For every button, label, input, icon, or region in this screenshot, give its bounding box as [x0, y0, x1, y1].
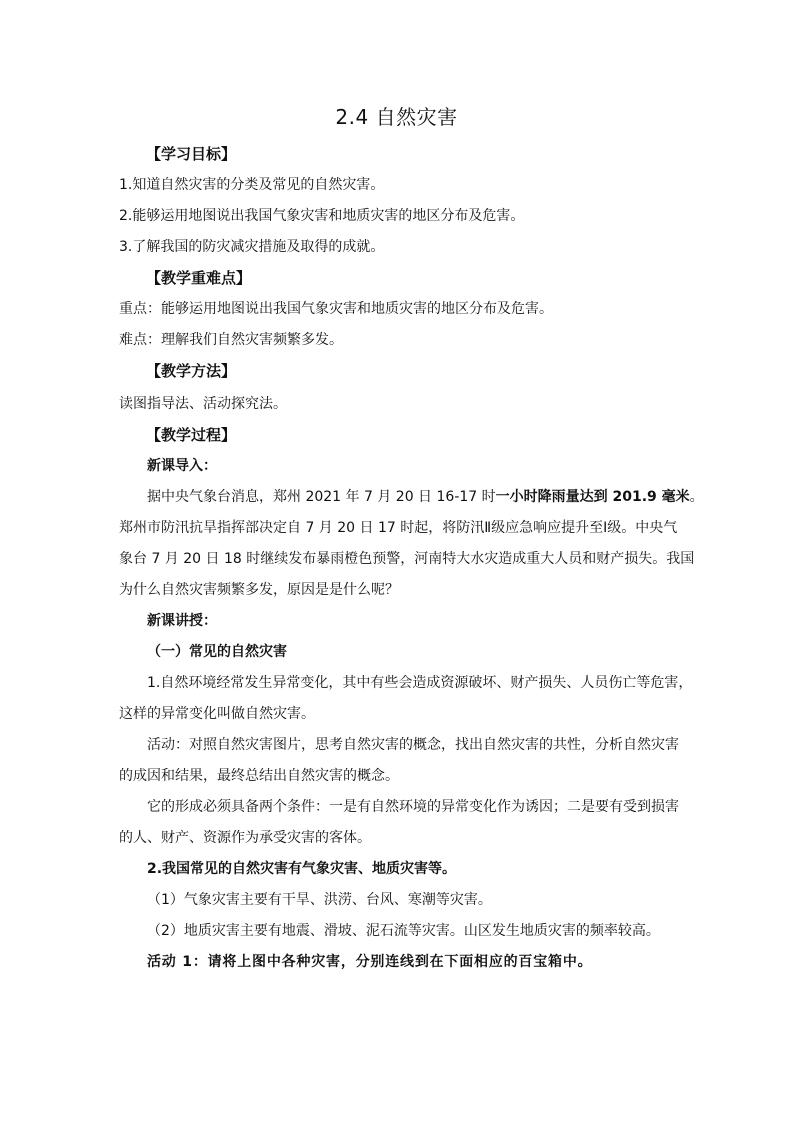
process-heading: 【教学过程】 [146, 426, 237, 444]
goal-item-1: 1.知道自然灾害的分类及常见的自然灾害。 [119, 177, 385, 193]
method-text: 读图指导法、活动探究法。 [119, 396, 287, 412]
intro-line-1 [147, 487, 704, 507]
goals-heading: 【学习目标】 [146, 145, 237, 163]
condition-line-2: 的人、财产、资源作为承受灾害的客体。 [119, 830, 371, 846]
key-point: 重点：能够运用地图说出我国气象灾害和地质灾害的地区分布及危害。 [119, 301, 553, 317]
intro-line-1-end: 。 [689, 489, 704, 505]
intro-line-3: 象台 7 月 20 日 18 时继续发布暴雨橙色预警，河南特大水灾造成重大人员和财产损失。我国 [119, 551, 695, 567]
lecture-heading: 新课讲授： [147, 613, 217, 629]
paragraph-1-line-1: 1.自然环境经常发生异常变化，其中有些会造成资源破坏、财产损失、人员伤亡等危害， [147, 675, 693, 691]
goal-item-3: 3.了解我国的防灾减灾措施及取得的成就。 [119, 239, 385, 255]
intro-line-4: 为什么自然灾害频繁多发，原因是是什么呢？ [119, 582, 399, 598]
goal-item-2: 2.能够运用地图说出我国气象灾害和地质灾害的地区分布及危害。 [119, 208, 525, 224]
section-1-heading: （一）常见的自然灾害 [147, 644, 287, 660]
intro-line-1-bold: 一小时降雨量达到 201.9 毫米 [495, 489, 690, 505]
paragraph-2-item-1: （1）气象灾害主要有干旱、洪涝、台风、寒潮等灾害。 [147, 892, 492, 908]
condition-line-1: 它的形成必须具备两个条件：一是有自然环境的异常变化作为诱因；二是要有受到损害 [147, 799, 679, 815]
page-title: 2.4 自然灾害 [335, 105, 458, 129]
paragraph-2-heading: 2.我国常见的自然灾害有气象灾害、地质灾害等。 [147, 861, 457, 877]
activity-line-1: 活动：对照自然灾害图片，思考自然灾害的概念，找出自然灾害的共性，分析自然灾害 [147, 737, 679, 753]
method-heading: 【教学方法】 [146, 362, 237, 380]
paragraph-1-line-2: 这样的异常变化叫做自然灾害。 [119, 706, 315, 722]
intro-line-1-plain: 据中央气象台消息，郑州 2021 年 7 月 20 日 16-17 时 [147, 489, 496, 505]
activity-line-2: 的成因和结果，最终总结出自然灾害的概念。 [119, 768, 399, 784]
intro-line-2: 郑州市防汛抗旱指挥部决定自 7 月 20 日 17 时起，将防汛Ⅱ级应急响应提升至Ⅰ级。中央气 [119, 520, 678, 536]
intro-heading: 新课导入： [147, 458, 217, 474]
activity-1-instruction: 活动 1：请将上图中各种灾害，分别连线到在下面相应的百宝箱中。 [147, 954, 593, 970]
key-points-heading: 【教学重难点】 [146, 269, 252, 287]
difficult-point: 难点：理解我们自然灾害频繁多发。 [119, 332, 343, 348]
paragraph-2-item-2: （2）地质灾害主要有地震、滑坡、泥石流等灾害。山区发生地质灾害的频率较高。 [147, 923, 660, 939]
